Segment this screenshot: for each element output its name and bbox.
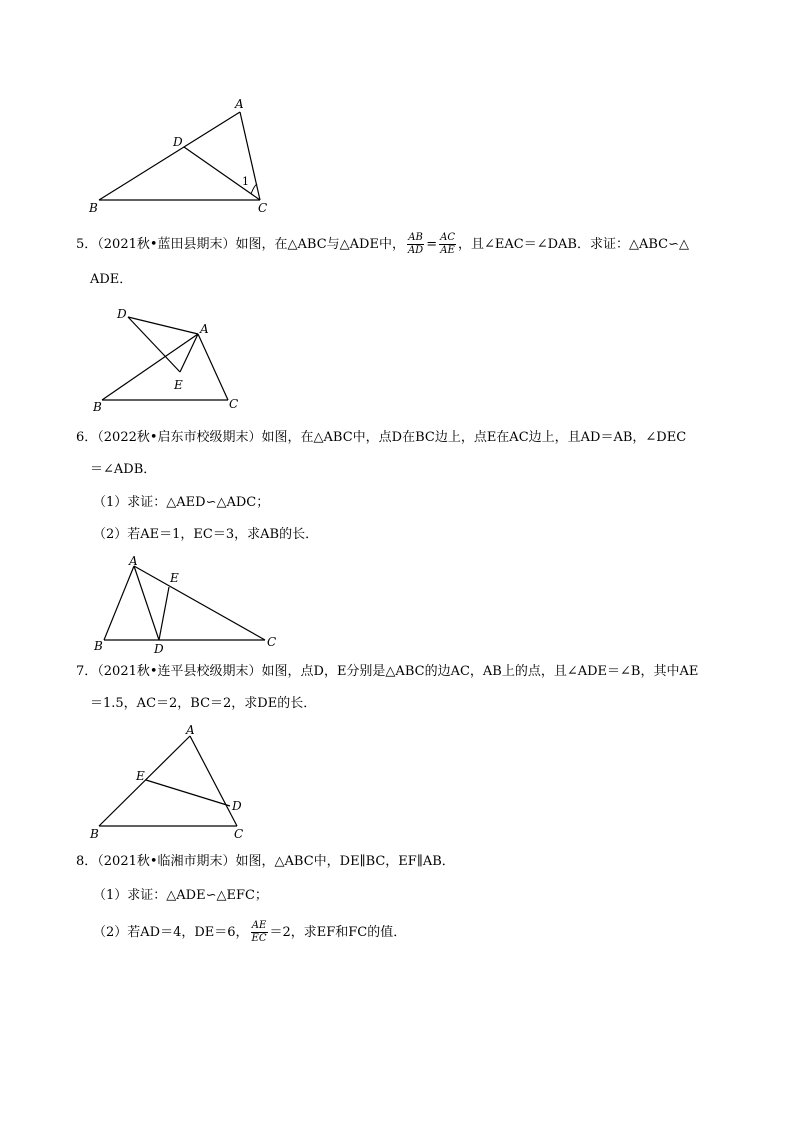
segment-ac bbox=[190, 736, 237, 826]
label-e: E bbox=[136, 769, 145, 783]
label-a: A bbox=[200, 322, 209, 336]
q8-fraction-ae-ec bbox=[251, 920, 268, 945]
q8-frac-numerator: AE bbox=[251, 920, 267, 931]
label-c: C bbox=[234, 827, 244, 841]
q8-line1: 8．（2021秋•临湘市期末）如图，△ABC中，DE∥BC，EF∥AB． bbox=[76, 854, 455, 869]
q6-line2: ＝∠ADB． bbox=[90, 462, 157, 477]
q6-part2: （2）若AE＝1，EC＝3，求AB的长． bbox=[93, 527, 319, 542]
segment-ed bbox=[146, 780, 230, 806]
q5-frac1-denominator: AD bbox=[407, 245, 424, 256]
label-c: C bbox=[229, 397, 239, 411]
q5-text-prefix: 5．（2021秋•蓝田县期末）如图，在△ABC与△ADE中， bbox=[76, 237, 405, 252]
q5-text-suffix: ，且∠EAC＝∠DAB．求证：△ABC∽△ bbox=[457, 237, 689, 252]
label-d: D bbox=[117, 307, 127, 321]
label-c: C bbox=[267, 635, 277, 649]
label-c: C bbox=[258, 201, 268, 215]
label-a: A bbox=[129, 554, 138, 568]
q7-line2: ＝1.5，AC＝2，BC＝2，求DE的长． bbox=[90, 696, 317, 711]
q7-line1: 7．（2021秋•连平县校级期末）如图，点D，E分别是△ABC的边AC，AB上的点，且∠ADE＝∠B，其中AE bbox=[76, 664, 699, 679]
label-b: B bbox=[93, 400, 102, 414]
label-e: E bbox=[174, 378, 183, 392]
label-b: B bbox=[94, 639, 103, 653]
label-a: A bbox=[186, 723, 195, 737]
q8-part1: （1）求证：△ADE∽△EFC； bbox=[93, 888, 268, 903]
q5-frac1-numerator: AB bbox=[408, 232, 423, 243]
q5-equals: = bbox=[426, 237, 438, 252]
q5-frac2-denominator: AE bbox=[440, 245, 455, 256]
label-d: D bbox=[173, 135, 183, 149]
q8-frac-denominator: EC bbox=[251, 933, 267, 944]
q8-part2 bbox=[93, 920, 406, 945]
label-b: B bbox=[89, 201, 98, 215]
label-a: A bbox=[235, 97, 244, 111]
label-1: 1 bbox=[242, 175, 249, 188]
q6-part1: （1）求证：△AED∽△ADC； bbox=[93, 495, 270, 510]
q5-line2: ADE． bbox=[90, 272, 133, 287]
label-d: D bbox=[154, 642, 164, 656]
label-b: B bbox=[90, 827, 99, 841]
label-e: E bbox=[170, 571, 179, 585]
label-d: D bbox=[232, 799, 242, 813]
q8-part2-prefix: （2）若AD＝4，DE＝6， bbox=[93, 925, 249, 940]
q6-line1: 6．（2022秋•启东市校级期末）如图，在△ABC中，点D在BC边上，点E在AC边上，且AD＝AB，∠DEC bbox=[76, 430, 687, 445]
q8-part2-suffix: ＝2，求EF和FC的值． bbox=[269, 925, 407, 940]
q5-frac2-numerator: AC bbox=[440, 232, 455, 243]
